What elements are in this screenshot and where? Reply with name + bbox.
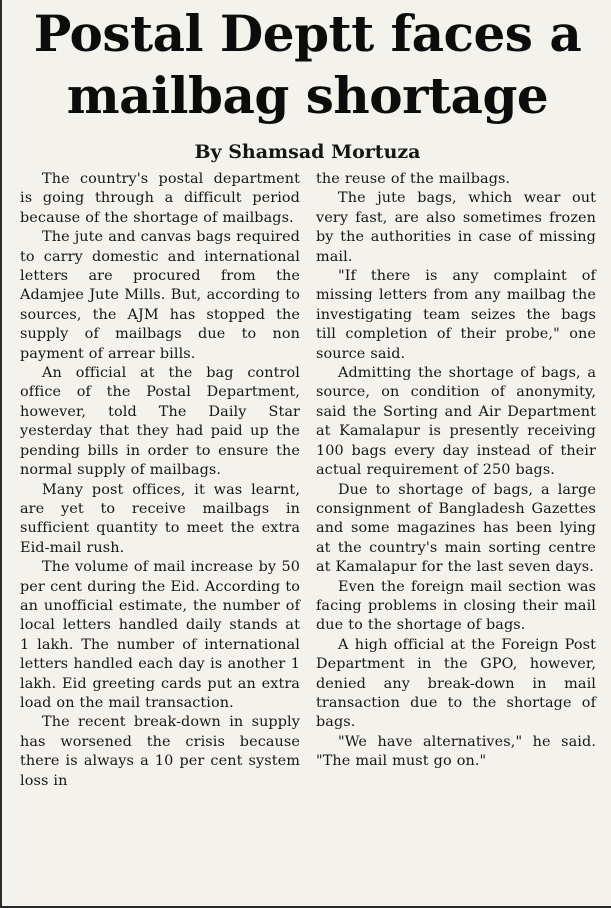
paragraph: The jute and canvas bags required to carry domestic and international letters are procured from the Adamjee Jute Mills. But, according to sources, the AJM has stopped the supply of mailbags due to non payment of arrear bills.: [20, 229, 300, 362]
paragraph: The recent break-down in supply has worsened the crisis because there is always a 10 per cent system loss in: [20, 714, 300, 789]
headline-line-2: mailbag shortage: [66, 66, 549, 125]
paragraph: The volume of mail increase by 50 per cent during the Eid. According to an unofficial estimate, the number of local letters handled daily stands at 1 lakh. The number of international letters handled each day is another 1 lakh. Eid greeting cards put an extra load on the mail transaction.: [20, 559, 300, 711]
paragraph: The jute bags, which wear out very fast, are also sometimes frozen by the authorities in case of missing mail.: [316, 190, 596, 265]
paragraph: An official at the bag control office of the Postal Department, however, told The Daily Star yesterday that they had paid up the pending bills in order to ensure the normal supply of mailbags.: [20, 365, 300, 479]
paragraph: Due to shortage of bags, a large consignment of Bangladesh Gazettes and some magazines has been lying at the country's main sorting centre at Kamalapur for the last seven days.: [316, 481, 596, 576]
right-column: [316, 170, 596, 772]
headline-line-1: Postal Deptt faces a: [33, 4, 582, 63]
paragraph: "We have alternatives," he said. "The mail must go on.": [316, 733, 596, 770]
paragraph: "If there is any complaint of missing letters from any mailbag the investigating team seizes the bags till completion of their probe," one source said.: [316, 268, 596, 362]
paragraph: Many post offices, it was learnt, are yet to receive mailbags in sufficient quantity to meet the extra Eid-mail rush.: [20, 481, 300, 556]
paragraph: Even the foreign mail section was facing problems in closing their mail due to the shortage of bags.: [316, 578, 596, 634]
byline: By Shamsad Mortuza: [194, 141, 421, 163]
left-column: [20, 170, 300, 791]
paragraph: A high official at the Foreign Post Department in the GPO, however, denied any break-down in mail transaction due to the shortage of bags.: [316, 636, 596, 731]
paragraph: The country's postal department is going through a difficult period because of the shortage of mailbags.: [20, 171, 300, 226]
paragraph-continuation: the reuse of the mailbags.: [316, 171, 511, 187]
paragraph: Admitting the shortage of bags, a source, on condition of anonymity, said the Sorting and Air Department at Kamalapur is presently receiving 100 bags every day instead of their actual requirement of 250 bags.: [316, 365, 596, 479]
